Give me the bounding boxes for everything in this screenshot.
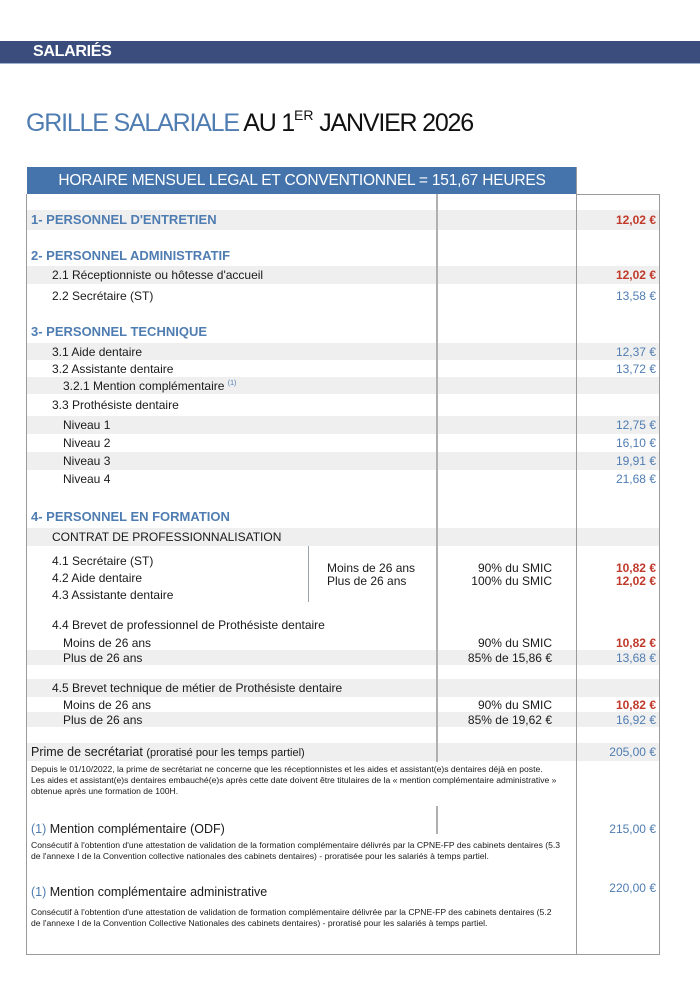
row-band: [27, 416, 659, 434]
row-value: 12,37 €: [615, 345, 656, 359]
section-2-title: 2- PERSONNEL ADMINISTRATIF: [31, 248, 231, 263]
contrat-label: CONTRAT DE PROFESSIONNALISATION: [52, 530, 282, 544]
row-value: 13,72 €: [615, 362, 656, 376]
footnote-marker: (1): [31, 885, 47, 899]
row-value: 19,91 €: [615, 454, 656, 468]
mention-odf-note: Consécutif à l'obtention d'une attestation de validation de la formation complémentaire délivrés par la CPNE-FP des cabinets dentaires (5.3 de l'annexe I de la Convention collective nationales des cabinets dentaires) - proratisée pour les salariés à temps partiel.: [31, 840, 561, 861]
table-header: HORAIRE MENSUEL LEGAL ET CONVENTIONNEL = 151,67 HEURES: [27, 167, 577, 194]
row-value: 12,02 €: [615, 574, 656, 588]
section-4-title: 4- PERSONNEL EN FORMATION: [31, 509, 230, 524]
footnote-marker: (1): [31, 822, 47, 836]
prime-title-text: Prime de secrétariat: [31, 745, 143, 759]
section-1-title: 1- PERSONNEL D'ENTRETIEN: [31, 212, 217, 227]
row-label: Plus de 26 ans: [63, 651, 143, 665]
prime-value: 205,00 €: [609, 745, 656, 759]
row-label: Niveau 4: [63, 472, 111, 486]
prime-note-1: Depuis le 01/10/2022, la prime de secrétariat ne concerne que les réceptionnistes et les aides et assistant(e)s dentaires déjà en poste.: [31, 764, 543, 774]
row-label-text: 3.2.1 Mention complémentaire: [63, 379, 225, 393]
table-border-bottom: [26, 954, 660, 955]
mention-odf-title-text: Mention complémentaire (ODF): [49, 822, 225, 836]
section-banner: [0, 41, 700, 64]
rate-label: 90% du SMIC: [477, 698, 552, 712]
mention-odf-title: [31, 822, 225, 836]
mention-admin-title-text: Mention complémentaire administrative: [49, 885, 268, 899]
row-label: 4.2 Aide dentaire: [52, 571, 143, 585]
rate-label: 90% du SMIC: [477, 636, 552, 650]
footnote-marker: (1): [227, 380, 237, 387]
rate-label: 100% du SMIC: [471, 574, 552, 588]
prime-note: [31, 764, 561, 797]
row-label: Niveau 3: [63, 454, 111, 468]
title-part-1: GRILLE SALARIALE: [26, 109, 239, 137]
mention-admin-value: 220,00 €: [609, 881, 656, 895]
row-label: Moins de 26 ans: [63, 636, 152, 650]
title-sup: ER: [294, 107, 314, 123]
row-band: [27, 452, 659, 470]
section-3-title: 3- PERSONNEL TECHNIQUE: [31, 324, 208, 339]
row-value: 21,68 €: [615, 472, 656, 486]
row-value: 12,75 €: [615, 418, 656, 432]
rate-label: 85% de 19,62 €: [467, 713, 552, 727]
row-label: Moins de 26 ans: [63, 698, 152, 712]
row-label: Niveau 1: [63, 418, 111, 432]
prime-title: [31, 745, 305, 759]
row-value: 13,68 €: [615, 651, 656, 665]
mention-admin-note: Consécutif à l'obtention d'une attestation de validation de formation complémentaire délivrée par la CPNE-FP des cabinets dentaires (5.2 de l'annexe I de la Convention Collective Nationales des cabinets dentaires) - proratisé pour les salariés à temps partiel.: [31, 907, 552, 928]
row-label: [63, 379, 236, 393]
age-label: Plus de 26 ans: [327, 574, 407, 588]
prime-note-2: Les aides et assistant(e)s dentaires embauché(e)s après cette date doivent être titulaires de la « mention complémentaire administrative » obtenue après une formation de 100H.: [31, 775, 557, 796]
row-value: 16,92 €: [615, 713, 656, 727]
middle-column-divider: [436, 194, 438, 762]
row-label: 2.1 Réceptionniste ou hôtesse d'accueil: [52, 268, 264, 282]
title-part-2: AU 1: [243, 109, 295, 137]
rate-label: 85% de 15,86 €: [467, 651, 552, 665]
page-title: [26, 109, 473, 138]
table-border-left: [26, 194, 27, 955]
row-value: 16,10 €: [615, 436, 656, 450]
row-label: 4.1 Secrétaire (ST): [52, 554, 154, 568]
title-part-3: JANVIER 2026: [319, 109, 473, 137]
section-banner-label: SALARIÉS: [33, 43, 112, 60]
row-label: 3.3 Prothésiste dentaire: [52, 398, 179, 412]
row-label: 3.1 Aide dentaire: [52, 345, 143, 359]
row-value: 10,82 €: [615, 636, 656, 650]
row-value: 10,82 €: [615, 561, 656, 575]
row-label: 4.3 Assistante dentaire: [52, 588, 174, 602]
table-border-right: [659, 194, 660, 955]
mention-admin-title: [31, 885, 267, 899]
group-title: 4.4 Brevet de professionnel de Prothésiste dentaire: [52, 618, 325, 632]
section-1-value: 12,02 €: [615, 213, 656, 227]
group-title: 4.5 Brevet technique de métier de Prothésiste dentaire: [52, 681, 343, 695]
value-column-divider: [576, 167, 577, 955]
rate-label: 90% du SMIC: [477, 561, 552, 575]
age-label: Moins de 26 ans: [327, 561, 416, 575]
row-value: 12,02 €: [615, 268, 656, 282]
row-label: Niveau 2: [63, 436, 111, 450]
row-value: 10,82 €: [615, 698, 656, 712]
table-border-top: [576, 194, 660, 195]
age-column-divider: [308, 546, 309, 602]
row-label: Plus de 26 ans: [63, 713, 143, 727]
row-label: 3.2 Assistante dentaire: [52, 362, 174, 376]
prime-subtitle: (proratisé pour les temps partiel): [146, 747, 305, 759]
row-value: 13,58 €: [615, 289, 656, 303]
middle-column-divider: [436, 806, 438, 834]
mention-odf-value: 215,00 €: [609, 822, 656, 836]
row-label: 2.2 Secrétaire (ST): [52, 289, 154, 303]
